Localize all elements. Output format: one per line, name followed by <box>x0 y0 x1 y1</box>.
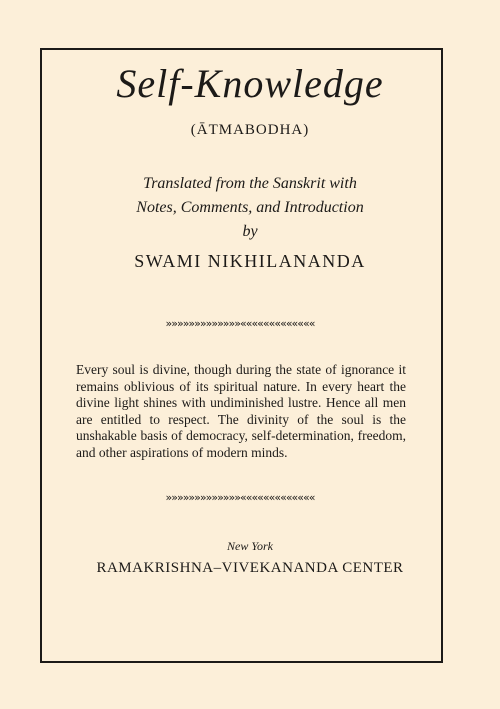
by-line: by <box>242 223 258 240</box>
author-name: SWAMI NIKHILANANDA <box>134 251 366 271</box>
translation-note <box>0 172 500 244</box>
translation-line-1: Translated from the Sanskrit with <box>143 175 357 192</box>
ornament-divider-top: »»»»»»»»»»»»»««««««««««««« <box>165 318 315 330</box>
epigraph-text: Every soul is divine, though during the state of ignorance it remains oblivious of its spiritual nature. In every heart the divine light shines with undiminished lustre. Hence all men are entitled to respect. The divinity of the soul is the unshakable basis of democracy, self-determination, freedom, and other aspirations of modern minds. <box>76 362 406 460</box>
publisher-name: RAMAKRISHNA–VIVEKANANDA CENTER <box>96 560 404 576</box>
ornament-divider-bottom: »»»»»»»»»»»»»««««««««««««« <box>165 492 315 504</box>
book-subtitle: (ĀTMABODHA) <box>190 122 310 138</box>
book-title: Self-Knowledge <box>116 61 384 106</box>
epigraph-quote <box>76 362 406 461</box>
translation-line-2: Notes, Comments, and Introduction <box>136 199 364 216</box>
publisher-city: New York <box>227 539 273 553</box>
